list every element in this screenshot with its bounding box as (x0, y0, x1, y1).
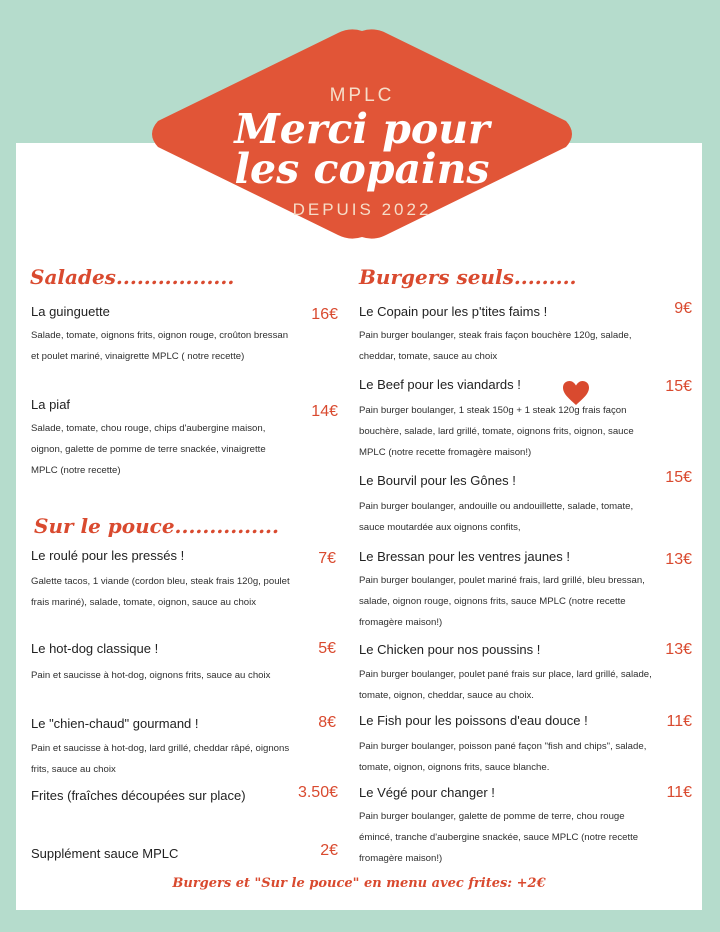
item-price-le-chicken: 13€ (665, 641, 692, 658)
item-name-supplement-sauce: Supplément sauce MPLC (31, 846, 179, 861)
heart-icon (561, 378, 591, 408)
restaurant-title-line1: Merci pour (234, 105, 490, 153)
item-desc-le-fish: Pain burger boulanger, poisson pané façon "fish and chips", salade, tomate, oignon, oignons frits, sauce blanche. (359, 741, 647, 773)
item-name-la-guinguette: La guinguette (31, 304, 110, 319)
item-price-roule: 7€ (318, 550, 336, 567)
item-name-hot-dog: Le hot-dog classique ! (31, 641, 159, 656)
item-desc-le-copain: Pain burger boulanger, steak frais façon bouchère 120g, salade, cheddar, tomate, sauce au choix (359, 330, 632, 362)
item-price-chien-chaud: 8€ (318, 714, 336, 731)
item-price-le-bourvil: 15€ (665, 469, 692, 486)
item-price-le-bressan: 13€ (665, 551, 692, 568)
item-price-hot-dog: 5€ (318, 640, 336, 657)
item-desc-roule: Galette tacos, 1 viande (cordon bleu, steak frais 120g, poulet frais mariné), salade, tomate, oignon, sauce au choix (31, 576, 290, 608)
since-text: DEPUIS 2022 (292, 200, 432, 219)
item-price-la-guinguette: 16€ (311, 306, 338, 323)
item-desc-chien-chaud: Pain et saucisse à hot-dog, lard grillé, cheddar râpé, oignons frits, sauce au choix (31, 743, 290, 775)
item-desc-la-piaf: Salade, tomate, chou rouge, chips d'aubergine maison, oignon, galette de pomme de terre snackée, vinaigrette MPLC (notre recette) (31, 423, 266, 476)
item-price-le-copain: 9€ (674, 300, 692, 317)
item-price-le-vege: 11€ (666, 784, 692, 801)
restaurant-title-line2: les copains (234, 145, 490, 193)
item-name-le-fish: Le Fish pour les poissons d'eau douce ! (359, 713, 588, 728)
item-desc-le-bourvil: Pain burger boulanger, andouille ou andouillette, salade, tomate, sauce moutardée aux oignons confits, (359, 501, 634, 533)
footer-menu-note: Burgers et "Sur le pouce" en menu avec frites: +2€ (172, 876, 546, 891)
item-name-frites: Frites (fraîches découpées sur place) (31, 788, 246, 803)
item-name-le-bressan: Le Bressan pour les ventres jaunes ! (359, 549, 571, 564)
item-name-roule: Le roulé pour les pressés ! (31, 548, 185, 563)
item-name-le-beef: Le Beef pour les viandards ! (359, 377, 521, 392)
section-title-sur-le-pouce: Sur le pouce............... (34, 514, 279, 538)
item-price-la-piaf: 14€ (311, 403, 338, 420)
item-price-frites: 3.50€ (297, 784, 338, 801)
item-desc-la-guinguette: Salade, tomate, oignons frits, oignon rouge, croûton bressan et poulet mariné, vinaigrette MPLC ( notre recette) (31, 330, 289, 362)
item-price-supplement-sauce: 2€ (320, 842, 338, 859)
item-name-le-vege: Le Végé pour changer ! (359, 785, 495, 800)
section-title-burgers: Burgers seuls......... (359, 265, 577, 289)
header-badge (146, 27, 578, 241)
item-desc-le-beef: Pain burger boulanger, 1 steak 150g + 1 steak 120g frais façon bouchère, salade, lard grillé, tomate, oignons frits, oignon, sauce MPLC (notre recette fromagère maison!) (359, 405, 634, 458)
item-desc-hot-dog: Pain et saucisse à hot-dog, oignons frits, sauce au choix (31, 670, 271, 681)
item-name-le-bourvil: Le Bourvil pour les Gônes ! (359, 473, 516, 488)
item-desc-le-vege: Pain burger boulanger, galette de pomme de terre, chou rouge émincé, tranche d'aubergine snackée, sauce MPLC (notre recette fromagère maison!) (359, 811, 639, 864)
item-price-le-beef: 15€ (665, 378, 692, 395)
brand-name: MPLC (329, 85, 395, 106)
item-desc-le-bressan: Pain burger boulanger, poulet mariné frais, lard grillé, bleu bressan, salade, oignon rouge, oignons frits, sauce MPLC (notre recette fromagère maison!) (359, 575, 645, 628)
item-desc-le-chicken: Pain burger boulanger, poulet pané frais sur place, lard grillé, salade, tomate, oignon, cheddar, sauce au choix. (359, 669, 652, 701)
item-name-le-copain: Le Copain pour les p'tites faims ! (359, 304, 548, 319)
item-name-chien-chaud: Le "chien-chaud" gourmand ! (31, 716, 199, 731)
item-price-le-fish: 11€ (666, 713, 692, 730)
section-title-salades: Salades................. (30, 265, 235, 289)
item-name-le-chicken: Le Chicken pour nos poussins ! (359, 642, 541, 657)
item-name-la-piaf: La piaf (31, 397, 71, 412)
